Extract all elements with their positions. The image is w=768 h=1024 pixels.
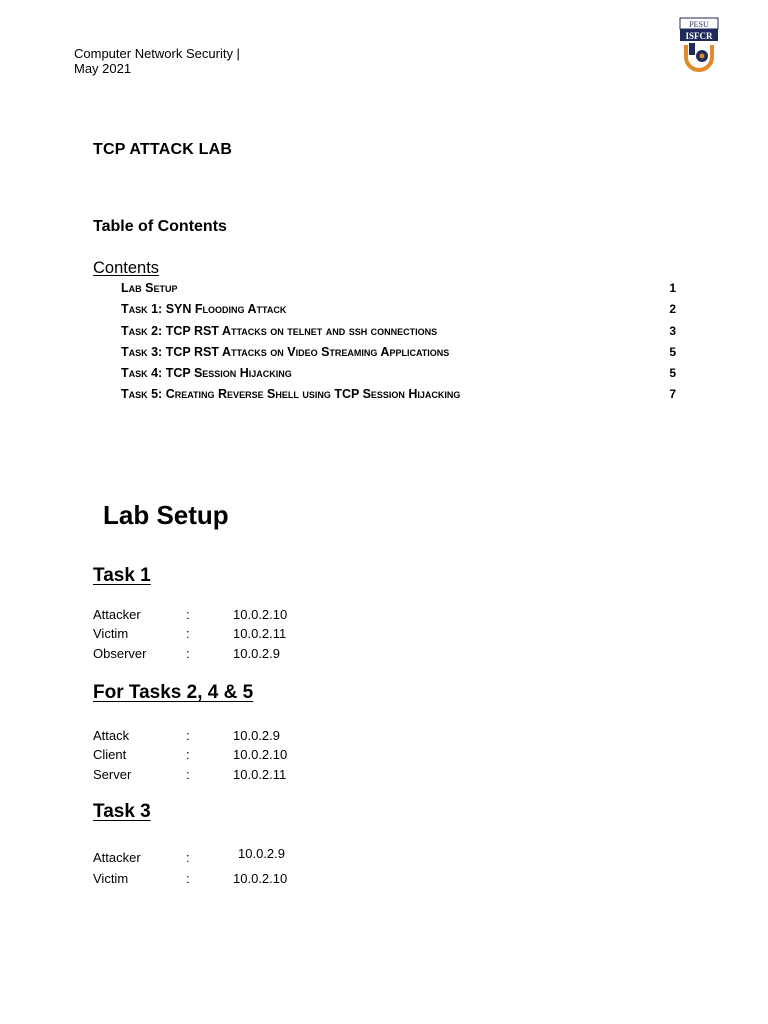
logo-top-text: PESU — [689, 20, 709, 29]
logo-text: ISFCR — [685, 31, 713, 41]
toc-entry[interactable] — [121, 281, 676, 299]
pesu-isfcr-logo — [678, 17, 720, 73]
ip-address: 10.0.2.11 — [233, 767, 287, 782]
toc-entry-page: 5 — [669, 366, 676, 380]
role-label: Observer — [93, 646, 147, 661]
document-title: TCP ATTACK LAB — [93, 141, 233, 158]
separator: : — [186, 871, 190, 886]
toc-entry-title[interactable]: Task 2: TCP RST Attacks on telnet and ssh connections — [121, 324, 438, 338]
ip-row — [93, 646, 393, 664]
toc-entry[interactable] — [121, 302, 676, 320]
section-heading: For Tasks 2, 4 & 5 — [93, 682, 254, 703]
ip-address: 10.0.2.10 — [233, 747, 288, 762]
separator: : — [186, 607, 190, 622]
role-label: Victim — [93, 871, 129, 886]
ip-address: 10.0.2.10 — [233, 607, 288, 622]
toc-entry-title[interactable]: Task 3: TCP RST Attacks on Video Streaming Applications — [121, 345, 450, 359]
ip-row — [93, 728, 393, 746]
contents-label: Contents — [93, 259, 160, 277]
toc-heading: Table of Contents — [93, 218, 227, 235]
separator: : — [186, 850, 190, 865]
separator: : — [186, 646, 190, 661]
toc-entry[interactable] — [121, 324, 676, 342]
role-label: Attacker — [93, 607, 141, 622]
ip-row — [93, 747, 393, 765]
toc-entry[interactable] — [121, 387, 676, 405]
ip-address: 10.0.2.11 — [233, 626, 287, 641]
toc-entry-title[interactable]: Lab Setup — [121, 281, 178, 295]
toc-entry-title[interactable]: Task 1: SYN Flooding Attack — [121, 302, 287, 316]
toc-entry[interactable] — [121, 345, 676, 363]
separator: : — [186, 626, 190, 641]
toc-entry-page: 7 — [669, 387, 676, 401]
ip-row — [93, 871, 393, 889]
ip-row — [93, 607, 393, 625]
separator: : — [186, 747, 190, 762]
role-label: Attacker — [93, 850, 141, 865]
toc-entry[interactable] — [121, 366, 676, 384]
role-label: Attack — [93, 728, 130, 743]
role-label: Victim — [93, 626, 129, 641]
toc-entry-page: 2 — [669, 302, 676, 316]
ip-row — [93, 626, 393, 644]
ip-address: 10.0.2.9 — [233, 728, 280, 743]
running-header — [74, 46, 274, 76]
section-heading: Task 1 — [93, 565, 151, 586]
ip-address: 10.0.2.9 — [238, 846, 285, 861]
ip-address: 10.0.2.10 — [233, 871, 288, 886]
separator: : — [186, 767, 190, 782]
role-label: Client — [93, 747, 127, 762]
toc-entry-page: 5 — [669, 345, 676, 359]
ip-address: 10.0.2.9 — [233, 646, 280, 661]
header-date: May 2021 — [74, 61, 132, 76]
ip-row — [93, 846, 393, 868]
header-course: Computer Network Security | — [74, 46, 240, 61]
toc-entry-title[interactable]: Task 4: TCP Session Hijacking — [121, 366, 292, 380]
toc-entry-page: 3 — [669, 324, 676, 338]
toc-entry-page: 1 — [669, 281, 676, 295]
toc-entry-title[interactable]: Task 5: Creating Reverse Shell using TCP Session Hijacking — [121, 387, 461, 401]
role-label: Server — [93, 767, 132, 782]
section-heading: Task 3 — [93, 801, 151, 822]
ip-row — [93, 767, 393, 785]
separator: : — [186, 728, 190, 743]
lab-setup-heading: Lab Setup — [103, 500, 229, 530]
